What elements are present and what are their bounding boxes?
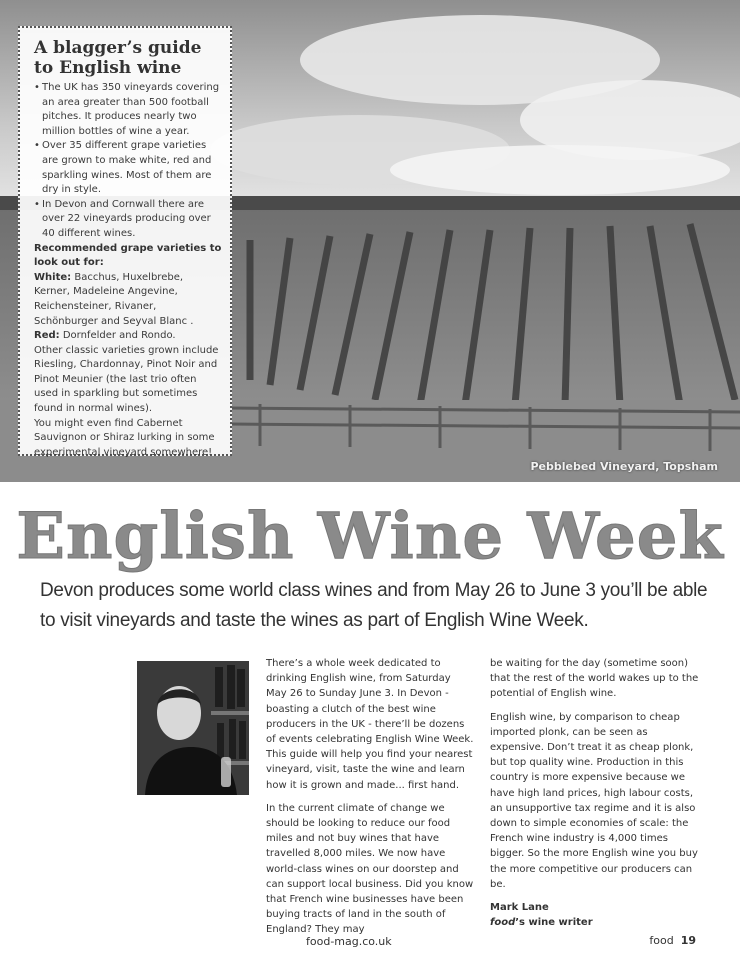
article-column-1 <box>266 656 474 946</box>
closing-note: You might even find Cabernet Sauvignon or Shiraz lurking in some experimental vineyard somewhere! <box>34 417 215 458</box>
article-paragraph: There’s a whole week dedicated to drinking English wine, from Saturday May 26 to Sunday June 3. In Devon - boasting a clutch of the best wine producers in the UK - there’ll be dozens of events celebrating English Wine Week. This guide will help you find your nearest vineyard, visit, taste the wine and learn how it is grown and made... first hand. <box>266 658 474 791</box>
author-portrait <box>137 661 249 795</box>
guide-bullet: • Over 35 different grape varieties are grown to make white, red and sparkling wines. Most of them are dry in style. <box>34 139 222 197</box>
author-name: Mark Lane <box>490 902 549 914</box>
article-paragraph: English wine, by comparison to cheap imported plonk, can be seen as expensive. Don’t treat it as cheap plonk, but top quality wine. Production in this country is more expensive because we have high land prices, high labour costs, an unsupportive tax regime and it is also down to simple economies of scale: the French wine industry is 4,000 times bigger. So the more English wine you buy the more competitive our producers can be. <box>490 711 698 890</box>
red-label: Red: <box>34 330 60 342</box>
guide-bullet-list <box>34 81 222 242</box>
page-number: 19 <box>680 934 696 947</box>
footer-website: food-mag.co.uk <box>306 935 392 948</box>
blaggers-guide-box <box>18 26 232 456</box>
recommended-heading: Recommended grape varieties to look out for: <box>34 242 222 269</box>
white-text: Bacchus, Huxelbrebe, Kerner, Madeleine Angevine, Reichensteiner, Rivaner, Schönburger and Seyval Blanc . <box>34 271 194 327</box>
other-varieties: Other classic varieties grown include Riesling, Chardonnay, Pinot Noir and Pinot Meunier (the last trio often used in sparkling but sometimes found in normal wines). <box>34 344 219 415</box>
author-role-title: ’s wine writer <box>515 917 593 929</box>
headline: English Wine Week <box>16 499 724 574</box>
author-role-publication: food <box>490 917 516 929</box>
guide-bullet: • The UK has 350 vineyards covering an area greater than 500 football pitches. It produces nearly two million bottles of wine a year. <box>34 81 222 139</box>
article-column-2 <box>490 656 700 930</box>
article-paragraph: be waiting for the day (sometime soon) that the rest of the world wakes up to the potential of English wine. <box>490 658 699 700</box>
guide-title-line-2: to English wine <box>34 58 182 78</box>
footer-section: food <box>649 934 674 947</box>
red-varieties <box>34 329 222 344</box>
author-role <box>490 915 700 930</box>
byline <box>490 900 700 930</box>
photo-caption: Pebblebed Vineyard, Topsham <box>530 460 718 473</box>
guide-title <box>34 38 222 78</box>
guide-title-line-1: A blagger’s guide <box>34 38 202 58</box>
red-text: Dornfelder and Rondo. <box>62 330 176 342</box>
standfirst: Devon produces some world class wines and from May 26 to June 3 you’ll be able to visit vineyards and taste the wines as part of English Wine Week. <box>40 580 708 631</box>
white-label: White: <box>34 271 72 283</box>
footer-page-label <box>649 934 696 947</box>
article-paragraph: In the current climate of change we should be looking to reduce our food miles and not buy wines that have travelled 8,000 miles. We now have world-class wines on our doorstep and can support local business. Did you know that French wine businesses have been buying tracts of land in the south of England? They may <box>266 802 474 936</box>
guide-bullet: • In Devon and Cornwall there are over 22 vineyards producing over 40 different wines. <box>34 198 222 242</box>
white-varieties <box>34 271 222 329</box>
portrait-illustration <box>137 661 249 795</box>
